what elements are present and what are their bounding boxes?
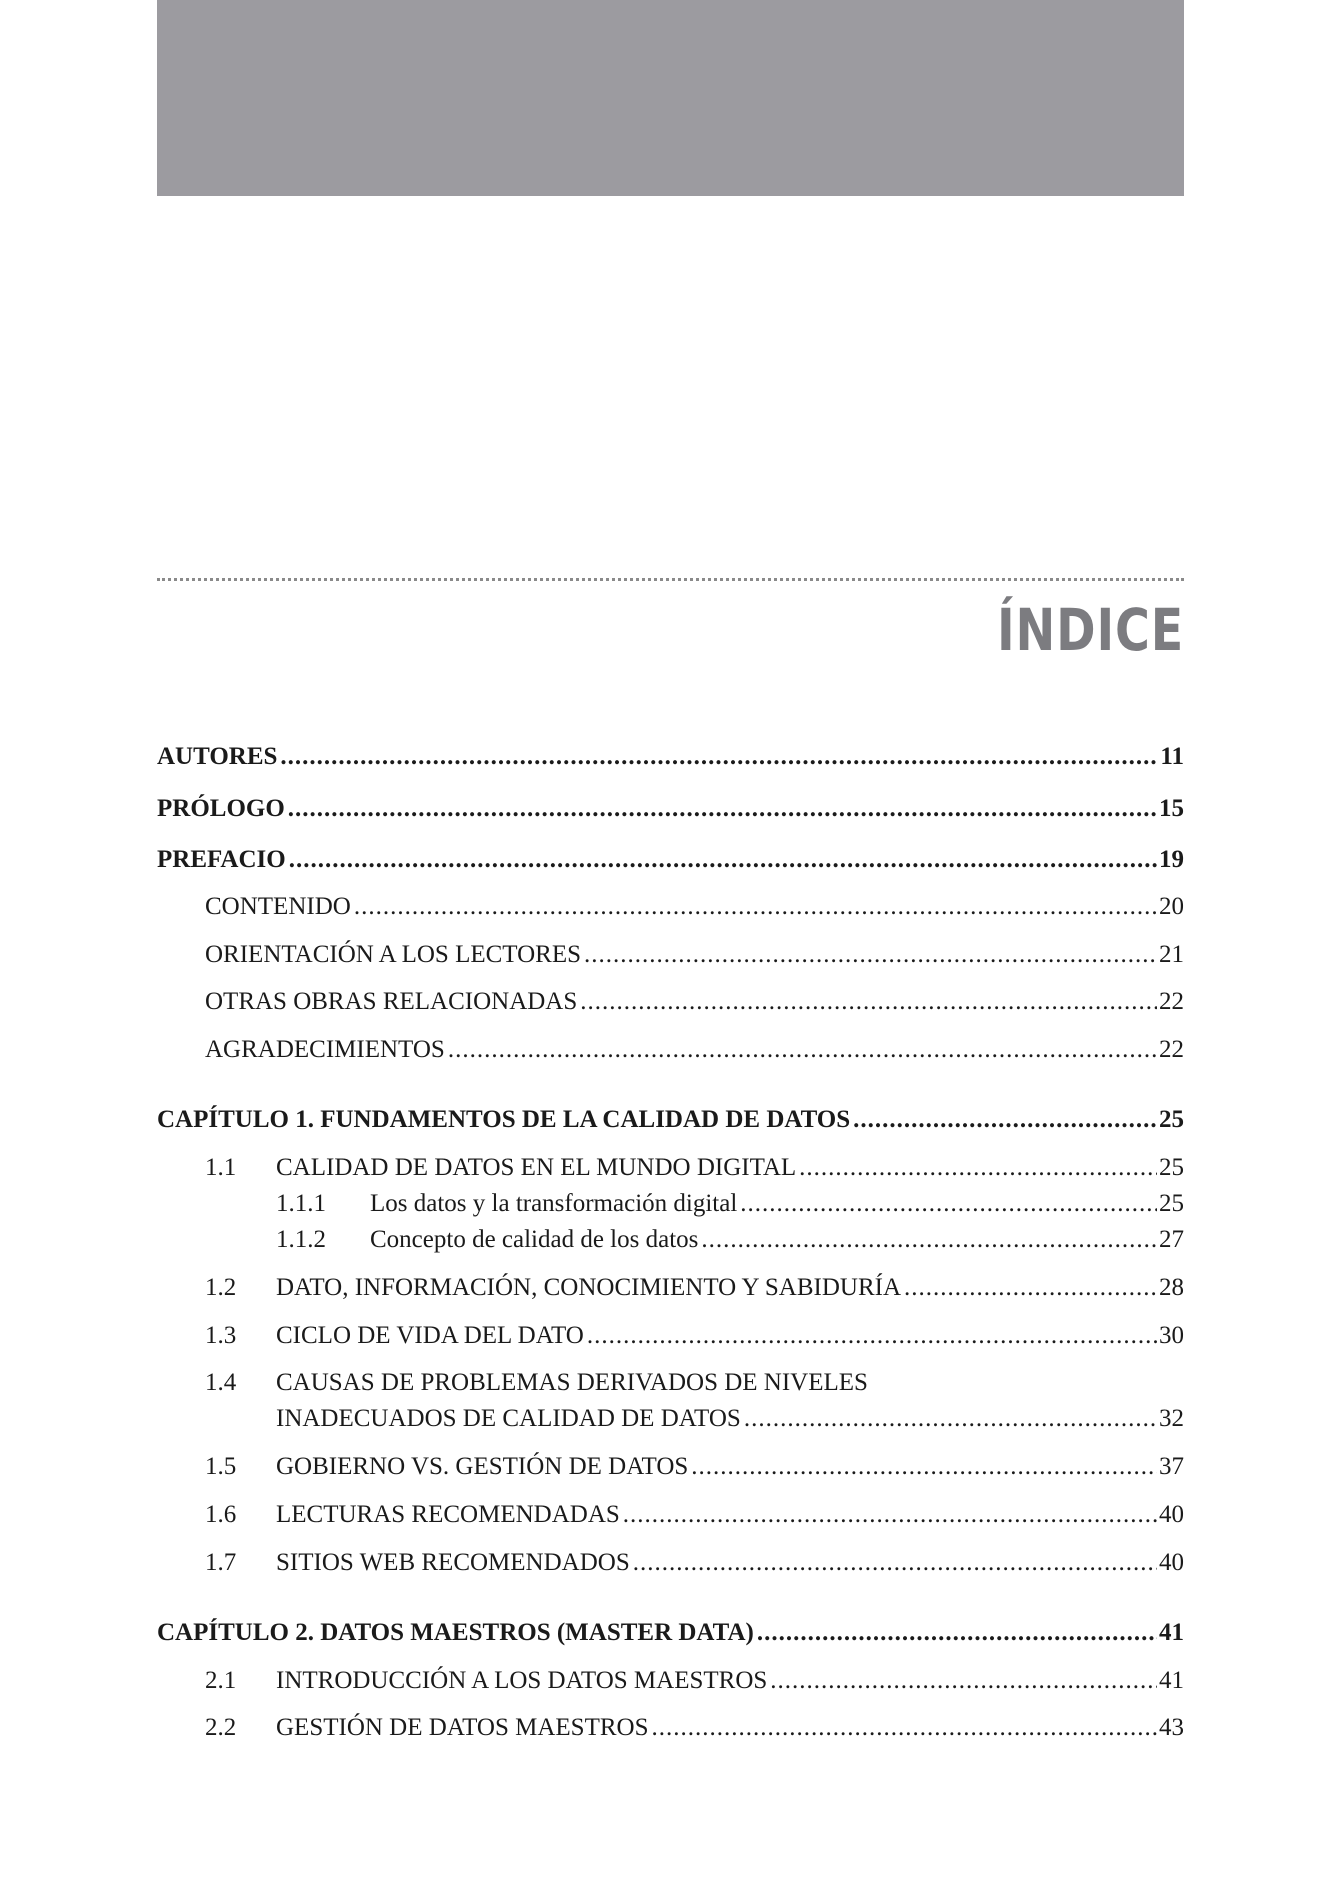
- toc-entry-number: 1.1.2: [276, 1226, 326, 1253]
- toc-entry-capitulo-2[interactable]: [157, 1618, 1184, 1648]
- toc-entry-title: PRÓLOGO: [157, 795, 285, 822]
- toc-entry-page: 11: [1160, 743, 1184, 770]
- toc-entry-page: 40: [1159, 1549, 1184, 1576]
- toc-entry-page: 41: [1159, 1619, 1184, 1646]
- toc-entry-title: DATO, INFORMACIÓN, CONOCIMIENTO Y SABIDURÍA: [276, 1274, 902, 1301]
- toc-entry-page: 28: [1159, 1274, 1184, 1301]
- toc-entry-1-1-2[interactable]: [370, 1225, 1184, 1255]
- toc-entry-title: Concepto de calidad de los datos: [370, 1226, 699, 1253]
- toc-entry-2-1[interactable]: [276, 1666, 1184, 1696]
- toc-entry-page: 25: [1159, 1190, 1184, 1217]
- toc-entry-title: PREFACIO: [157, 846, 286, 873]
- toc-entry-number: 1.2: [205, 1274, 237, 1301]
- toc-entry-contenido[interactable]: [205, 892, 1184, 922]
- toc-entry-number: 1.6: [205, 1501, 237, 1528]
- toc-entry-title-line1: CAUSAS DE PROBLEMAS DERIVADOS DE NIVELES: [276, 1369, 868, 1396]
- toc-entry-otras-obras[interactable]: [205, 987, 1184, 1017]
- toc-entry-prologo[interactable]: [157, 794, 1184, 824]
- toc-entry-number: 1.1.1: [276, 1190, 326, 1217]
- toc-entry-page: 41: [1159, 1667, 1184, 1694]
- toc-entry-2-2[interactable]: [276, 1713, 1184, 1743]
- toc-entry-page: 32: [1159, 1405, 1184, 1432]
- toc-entry-autores[interactable]: [157, 742, 1184, 772]
- toc-entry-title: LECTURAS RECOMENDADAS: [276, 1501, 620, 1528]
- toc-entry-1-3[interactable]: [276, 1321, 1184, 1351]
- toc-entry-title: SITIOS WEB RECOMENDADOS: [276, 1549, 630, 1576]
- toc-entry-1-2[interactable]: [276, 1273, 1184, 1303]
- toc-entry-title: AUTORES: [157, 743, 278, 770]
- toc-entry-title: GOBIERNO VS. GESTIÓN DE DATOS: [276, 1453, 689, 1480]
- toc-entry-number: 1.5: [205, 1453, 237, 1480]
- toc-entry-1-1-1[interactable]: [370, 1189, 1184, 1219]
- toc-entry-number: 1.1: [205, 1154, 237, 1181]
- toc-entry-title: INADECUADOS DE CALIDAD DE DATOS: [276, 1405, 741, 1432]
- toc-entry-title: GESTIÓN DE DATOS MAESTROS: [276, 1714, 649, 1741]
- toc-entry-1-4[interactable]: [276, 1404, 1184, 1434]
- toc-entry-title: INTRODUCCIÓN A LOS DATOS MAESTROS: [276, 1667, 768, 1694]
- toc-entry-title: CALIDAD DE DATOS EN EL MUNDO DIGITAL: [276, 1154, 797, 1181]
- toc-entry-number: 2.1: [205, 1667, 237, 1694]
- toc-entry-page: 25: [1159, 1106, 1184, 1133]
- toc-entry-agradecimientos[interactable]: [205, 1035, 1184, 1065]
- toc-entry-page: 21: [1159, 941, 1184, 968]
- toc-entry-title: CICLO DE VIDA DEL DATO: [276, 1322, 584, 1349]
- toc-entry-page: 27: [1159, 1226, 1184, 1253]
- toc-entry-page: 30: [1159, 1322, 1184, 1349]
- toc-entry-title: CAPÍTULO 2. DATOS MAESTROS (MASTER DATA): [157, 1619, 754, 1646]
- toc-entry-1-1[interactable]: [276, 1153, 1184, 1183]
- toc-entry-orientacion[interactable]: [205, 940, 1184, 970]
- toc-entry-1-6[interactable]: [276, 1500, 1184, 1530]
- toc-entry-title: ORIENTACIÓN A LOS LECTORES: [205, 941, 582, 968]
- header-band: [157, 0, 1184, 196]
- toc-entry-number: 1.7: [205, 1549, 237, 1576]
- toc-entry-page: 20: [1159, 893, 1184, 920]
- toc-entry-number: 1.3: [205, 1322, 237, 1349]
- toc-entry-page: 25: [1159, 1154, 1184, 1181]
- toc-entry-title: CONTENIDO: [205, 893, 351, 920]
- toc-entry-number: 2.2: [205, 1714, 237, 1741]
- toc-entry-page: 40: [1159, 1501, 1184, 1528]
- toc-entry-title: CAPÍTULO 1. FUNDAMENTOS DE LA CALIDAD DE DATOS: [157, 1106, 851, 1133]
- toc-entry-page: 19: [1159, 846, 1184, 873]
- toc-entry-page: 22: [1159, 1036, 1184, 1063]
- toc-entry-1-7[interactable]: [276, 1548, 1184, 1578]
- toc-entry-capitulo-1[interactable]: [157, 1105, 1184, 1135]
- toc-entry-title: AGRADECIMIENTOS: [205, 1036, 445, 1063]
- page-title: ÍNDICE: [997, 596, 1184, 664]
- toc-entry-1-5[interactable]: [276, 1452, 1184, 1482]
- toc-entry-prefacio[interactable]: [157, 845, 1184, 875]
- toc-entry-title: OTRAS OBRAS RELACIONADAS: [205, 988, 578, 1015]
- dotted-rule: [157, 578, 1184, 581]
- toc-entry-page: 22: [1159, 988, 1184, 1015]
- toc-entry-page: 43: [1159, 1714, 1184, 1741]
- toc-entry-title: Los datos y la transformación digital: [370, 1190, 738, 1217]
- toc-entry-page: 15: [1159, 795, 1184, 822]
- toc-entry-number: 1.4: [205, 1369, 237, 1396]
- toc-entry-page: 37: [1159, 1453, 1184, 1480]
